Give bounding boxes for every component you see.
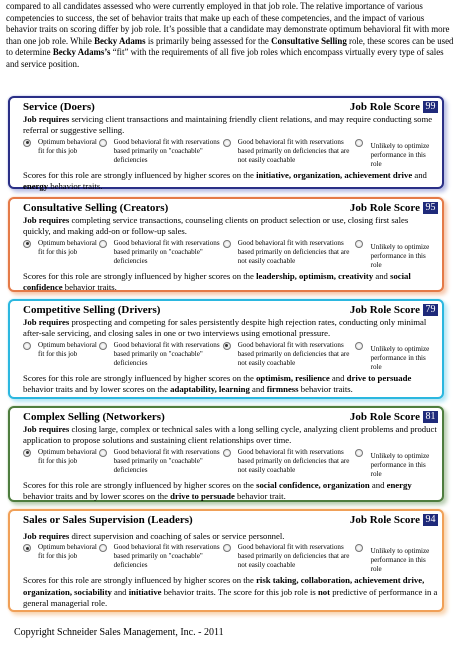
fit-options bbox=[23, 239, 438, 270]
job-role-title: Complex Selling (Networkers) bbox=[23, 410, 165, 423]
job-role-card bbox=[8, 509, 444, 612]
fit-option[interactable] bbox=[23, 448, 99, 479]
job-role-score-label: Job Role Score bbox=[349, 410, 420, 423]
radio-button[interactable] bbox=[99, 449, 107, 457]
radio-button[interactable] bbox=[223, 240, 231, 248]
fit-option-label: Good behavioral fit with reservations based primarily on deficiencies that are not easily coachable bbox=[237, 543, 350, 570]
job-role-note: Scores for this role are strongly influenced by higher scores on the social confidence, organization and energy behavior traits and by lower scores on the drive to persuade behavior trait. bbox=[23, 479, 412, 502]
job-role-card bbox=[8, 197, 444, 292]
fit-option-label: Unlikely to optimize performance in this role bbox=[370, 451, 430, 478]
fit-option[interactable] bbox=[99, 543, 223, 574]
job-role-score-label: Job Role Score bbox=[349, 201, 420, 214]
fit-option-label: Good behavioral fit with reservations based primarily on deficiencies that are not easily coachable bbox=[237, 447, 350, 474]
fit-options bbox=[23, 138, 438, 169]
job-role-description: Job requires direct supervision and coaching of sales or service personnel. bbox=[23, 531, 285, 541]
radio-button[interactable] bbox=[99, 139, 107, 147]
job-role-card bbox=[8, 96, 444, 192]
radio-button[interactable] bbox=[355, 449, 363, 457]
job-role-score-value: 95 bbox=[423, 202, 438, 214]
fit-option-label: Unlikely to optimize performance in this role bbox=[370, 242, 430, 269]
fit-option[interactable] bbox=[355, 341, 438, 372]
job-role-description: Job requires prospecting and competing for sales persistently despite high rejection rates, conducting only minimal after-sale servicing, and closing sales in one or two interviews using emotional pressure. bbox=[23, 317, 427, 339]
fit-option-label: Optimum behavioral fit for this job bbox=[38, 543, 97, 561]
radio-button[interactable] bbox=[355, 342, 363, 350]
job-role-card bbox=[8, 406, 444, 502]
job-role-note: Scores for this role are strongly influenced by higher scores on the optimism, resilience and drive to persuade behavior traits and by lower scores on the adaptability, learning and firmness behavior traits. bbox=[23, 372, 412, 395]
radio-button[interactable] bbox=[23, 240, 31, 248]
radio-button[interactable] bbox=[23, 342, 31, 350]
fit-option-label: Good behavioral fit with reservations based primarily on "coachable" deficiencies bbox=[113, 238, 220, 265]
fit-option-label: Good behavioral fit with reservations based primarily on deficiencies that are not easily coachable bbox=[237, 137, 350, 164]
radio-button[interactable] bbox=[23, 449, 31, 457]
fit-option[interactable] bbox=[355, 543, 438, 574]
fit-option-label: Good behavioral fit with reservations based primarily on deficiencies that are not easily coachable bbox=[237, 340, 350, 367]
job-role-score-value: 99 bbox=[423, 101, 438, 113]
fit-option-label: Good behavioral fit with reservations based primarily on "coachable" deficiencies bbox=[113, 340, 220, 367]
fit-options bbox=[23, 448, 438, 479]
fit-option-label: Good behavioral fit with reservations based primarily on "coachable" deficiencies bbox=[113, 137, 220, 164]
fit-option[interactable] bbox=[355, 239, 438, 270]
job-role-title: Sales or Sales Supervision (Leaders) bbox=[23, 513, 193, 526]
fit-option-label: Optimum behavioral fit for this job bbox=[38, 340, 97, 358]
fit-option[interactable] bbox=[223, 239, 355, 270]
fit-options bbox=[23, 543, 438, 574]
job-role-score-label: Job Role Score bbox=[349, 513, 420, 526]
job-role-description: Job requires closing large, complex or technical sales with a long selling cycle, analyzing client problems and product application to propose solutions and sustaining client relationships over time. bbox=[23, 424, 437, 446]
fit-option-label: Optimum behavioral fit for this job bbox=[38, 137, 97, 155]
fit-option[interactable] bbox=[223, 448, 355, 479]
radio-button[interactable] bbox=[99, 544, 107, 552]
radio-button[interactable] bbox=[223, 449, 231, 457]
radio-button[interactable] bbox=[355, 139, 363, 147]
fit-option-label: Optimum behavioral fit for this job bbox=[38, 447, 97, 465]
fit-options bbox=[23, 341, 438, 372]
job-role-score-label: Job Role Score bbox=[349, 303, 420, 316]
job-role-title: Competitive Selling (Drivers) bbox=[23, 303, 161, 316]
fit-option-label: Unlikely to optimize performance in this role bbox=[370, 141, 430, 168]
fit-option-label: Good behavioral fit with reservations based primarily on "coachable" deficiencies bbox=[113, 447, 220, 474]
job-role-card bbox=[8, 299, 444, 399]
fit-option[interactable] bbox=[99, 448, 223, 479]
fit-option[interactable] bbox=[355, 138, 438, 169]
fit-option[interactable] bbox=[23, 138, 99, 169]
job-role-title: Consultative Selling (Creators) bbox=[23, 201, 169, 214]
radio-button[interactable] bbox=[99, 240, 107, 248]
fit-option[interactable] bbox=[223, 543, 355, 574]
fit-option-label: Good behavioral fit with reservations based primarily on deficiencies that are not easily coachable bbox=[237, 238, 350, 265]
radio-button[interactable] bbox=[355, 240, 363, 248]
fit-option[interactable] bbox=[23, 341, 99, 372]
fit-option[interactable] bbox=[355, 448, 438, 479]
fit-option[interactable] bbox=[99, 138, 223, 169]
fit-option-label: Good behavioral fit with reservations based primarily on "coachable" deficiencies bbox=[113, 543, 220, 570]
job-role-score-label: Job Role Score bbox=[349, 100, 420, 113]
job-role-note: Scores for this role are strongly influenced by higher scores on the initiative, organization, achievement drive and energy behavior traits. bbox=[23, 169, 427, 192]
fit-option-label: Unlikely to optimize performance in this role bbox=[370, 344, 430, 371]
radio-button[interactable] bbox=[23, 544, 31, 552]
radio-button[interactable] bbox=[23, 139, 31, 147]
fit-option[interactable] bbox=[23, 239, 99, 270]
radio-button[interactable] bbox=[223, 342, 231, 350]
radio-button[interactable] bbox=[99, 342, 107, 350]
copyright-footer: Copyright Schneider Sales Management, Inc. - 2011 bbox=[14, 627, 224, 638]
intro-paragraph: compared to all candidates assessed who were currently employed in that job role. The relative importance of various competencies to success, the set of behavior traits that make up each of these competencies, and the impact of various behavior traits on scoring differ by job role. It’s possible that a candidate may demonstrate optimum behavioral fit with more than one job role. While Becky Adams is primarily being assessed for the Consultative Selling role, these scores can be used to determine Becky Adams’s “fit” with the requirements of all five job roles which encompass virtually every type of sales and service position. bbox=[6, 1, 454, 69]
radio-button[interactable] bbox=[223, 139, 231, 147]
fit-option[interactable] bbox=[99, 341, 223, 372]
job-role-score-value: 81 bbox=[423, 411, 438, 423]
job-role-title: Service (Doers) bbox=[23, 100, 95, 113]
fit-option[interactable] bbox=[99, 239, 223, 270]
job-role-score-value: 79 bbox=[423, 304, 438, 316]
fit-option[interactable] bbox=[223, 341, 355, 372]
job-role-note: Scores for this role are strongly influenced by higher scores on the leadership, optimism, creativity and social confidence behavior traits. bbox=[23, 270, 411, 293]
job-role-description: Job requires servicing client transactions and maintaining friendly client relations, and may require conducting some referral or suggestive selling. bbox=[23, 114, 433, 136]
radio-button[interactable] bbox=[355, 544, 363, 552]
fit-option-label: Optimum behavioral fit for this job bbox=[38, 238, 97, 256]
fit-option[interactable] bbox=[223, 138, 355, 169]
fit-option[interactable] bbox=[23, 543, 99, 574]
job-role-score-value: 94 bbox=[423, 514, 438, 526]
job-role-description: Job requires completing service transactions, counseling clients on product selection or use, closing first sales quickly, and making add-on or follow-up sales. bbox=[23, 215, 409, 237]
radio-button[interactable] bbox=[223, 544, 231, 552]
fit-option-label: Unlikely to optimize performance in this role bbox=[370, 547, 430, 574]
job-role-note: Scores for this role are strongly influenced by higher scores on the risk taking, collaboration, achievement drive, organization, sociability and initiative behavior traits. The score for this job role is not predictive of performance in a general managerial role. bbox=[23, 575, 438, 609]
